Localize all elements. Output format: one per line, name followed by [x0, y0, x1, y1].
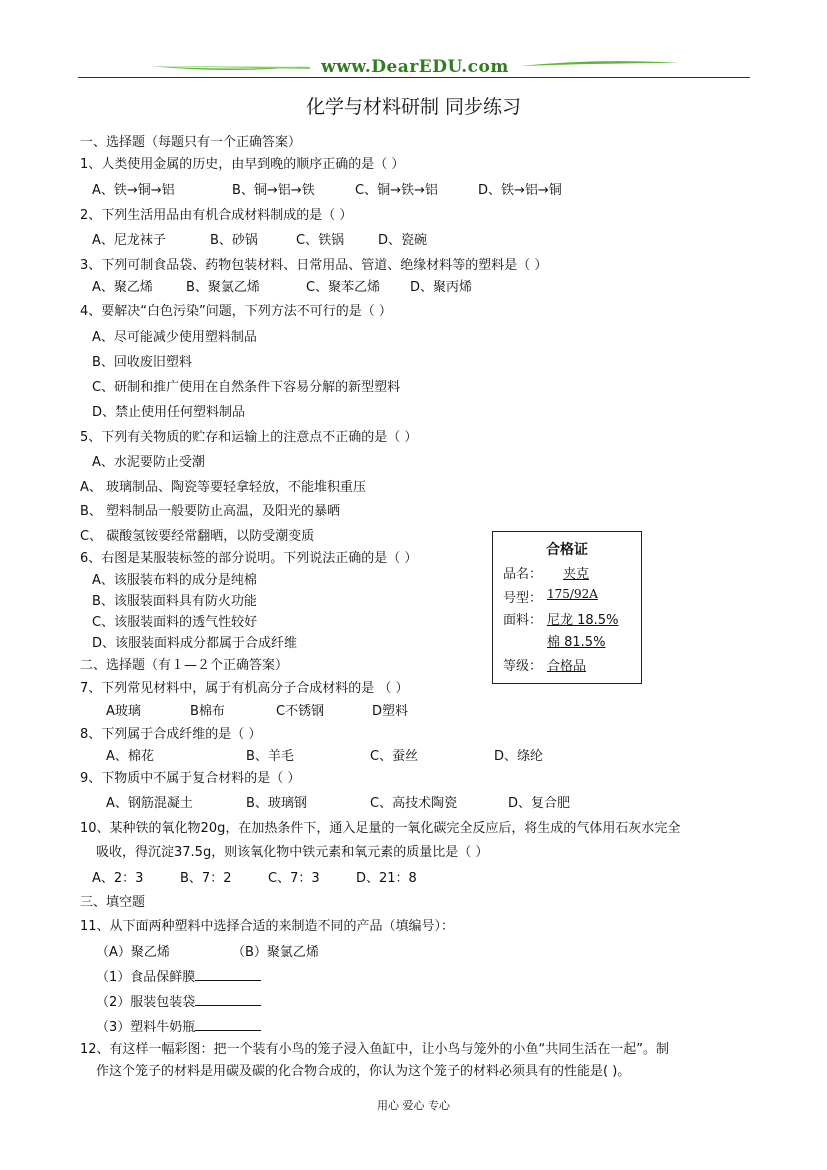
question-stem: 12、有这样一幅彩图：把一个装有小鸟的笼子浸入鱼缸中，让小鸟与笼外的小鱼“共同生活在一起”。制 — [80, 1042, 670, 1057]
question-stem: 6、右图是某服装标签的部分说明。下列说法正确的是（ ） — [80, 551, 418, 566]
section-heading: 一、选择题（每题只有一个正确答案） — [80, 135, 302, 150]
option: B、聚氯乙烯 — [186, 280, 260, 295]
page-footer: 用心 爱心 专心 — [377, 1099, 450, 1112]
section-heading: 三、填空题 — [80, 895, 146, 910]
fill-item — [96, 966, 261, 985]
option: C、高技术陶瓷 — [370, 796, 458, 811]
answer-blank[interactable] — [195, 993, 261, 1006]
option: C、聚苯乙烯 — [306, 280, 381, 295]
option: C、该服装面料的透气性较好 — [92, 615, 258, 630]
certificate-label — [492, 531, 642, 684]
option: D、绦纶 — [494, 749, 544, 764]
cert-name-value: 夹克 — [562, 567, 589, 582]
cert-fabric-1: 尼龙 18.5% — [547, 613, 619, 628]
option: A玻璃 — [106, 704, 141, 719]
question-stem: 3、下列可制食品袋、药物包装材料、日常用品、管道、绝缘材料等的塑料是（ ） — [80, 258, 548, 273]
option: A、2：3 — [92, 871, 144, 886]
fill-item-label: （3）塑料牛奶瓶 — [96, 1020, 196, 1035]
option: D、该服装面料成分都属于合成纤维 — [92, 636, 298, 651]
fill-item-label: （1）食品保鲜膜 — [96, 970, 196, 985]
question-stem-cont: 作这个笼子的材料是用碳及碳的化合物合成的，你认为这个笼子的材料必须具有的性能是( )。 — [96, 1064, 631, 1079]
question-stem: 2、下列生活用品由有机合成材料制成的是（ ） — [80, 208, 353, 223]
section-heading: 二、选择题（有１—２个正确答案） — [80, 658, 289, 673]
cert-size-value: 175/92A — [547, 587, 598, 601]
question-stem: 9、下物质中不属于复合材料的是（ ） — [80, 771, 301, 786]
option: D、禁止使用任何塑料制品 — [92, 405, 246, 420]
answer-blank[interactable] — [195, 968, 261, 981]
answer-blank[interactable] — [195, 1018, 261, 1031]
option: B、该服装面料具有防火功能 — [92, 594, 257, 609]
question-stem: 5、下列有关物质的贮存和运输上的注意点不正确的是（ ） — [80, 430, 418, 445]
logo-text: www.DearEDU.com — [321, 57, 509, 77]
question-stem: 7、下列常见材料中，属于有机高分子合成材料的是 （ ） — [80, 681, 409, 696]
question-stem: 10、某种铁的氧化物20g，在加热条件下，通入足量的一氧化碳完全反应后，将生成的气体用石灰水完全 — [80, 821, 681, 836]
page-title: 化学与材料研制 同步练习 — [305, 96, 522, 118]
option: D、聚丙烯 — [410, 280, 473, 295]
option: B棉布 — [190, 704, 225, 719]
option: A、钢筋混凝土 — [106, 796, 193, 811]
question-stem: 1、人类使用金属的历史，由早到晚的顺序正确的是（ ） — [80, 157, 405, 172]
option: C、蚕丝 — [370, 749, 419, 764]
option: D、21：8 — [356, 871, 417, 886]
option: C、铁锅 — [296, 233, 345, 248]
option: B、玻璃钢 — [246, 796, 307, 811]
option: C、 碳酸氢铵要经常翻晒，以防受潮变质 — [80, 529, 315, 544]
cert-grade-label: 等级： — [503, 659, 543, 674]
option: C不锈钢 — [276, 704, 325, 719]
option: A、尽可能减少使用塑料制品 — [92, 330, 257, 345]
fill-item — [96, 991, 261, 1010]
option: A、 玻璃制品、陶瓷等要轻拿轻放，不能堆积重压 — [80, 480, 367, 495]
option: B、羊毛 — [246, 749, 294, 764]
option: C、研制和推广使用在自然条件下容易分解的新型塑料 — [92, 380, 401, 395]
cert-name-label: 品名： — [503, 567, 543, 582]
question-stem: 8、下列属于合成纤维的是（ ） — [80, 727, 262, 742]
option: C、7：3 — [268, 871, 320, 886]
choice: （B）聚氯乙烯 — [232, 945, 319, 960]
option: D、铁→铝→铜 — [478, 183, 562, 198]
option: A、尼龙袜子 — [92, 233, 166, 248]
option: A、铁→铜→铝 — [92, 183, 175, 198]
option: D塑料 — [372, 704, 409, 719]
certificate-title: 合格证 — [546, 542, 588, 558]
option: A、棉花 — [106, 749, 154, 764]
cert-size-label: 号型： — [503, 591, 543, 606]
option: B、砂锅 — [210, 233, 258, 248]
cert-fabric-2: 棉 81.5% — [547, 635, 606, 650]
option: B、回收废旧塑料 — [92, 355, 192, 370]
question-stem-cont: 吸收，得沉淀37.5g，则该氧化物中铁元素和氧元素的质量比是（ ） — [96, 845, 489, 860]
option: C、铜→铁→铝 — [355, 183, 438, 198]
cert-grade-value: 合格品 — [547, 659, 587, 674]
fill-item — [96, 1016, 261, 1035]
option: D、瓷碗 — [378, 233, 428, 248]
header-rule — [78, 77, 750, 78]
cert-fabric-label: 面料： — [503, 613, 543, 628]
option: B、铜→铝→铁 — [232, 183, 315, 198]
option: B、7：2 — [180, 871, 232, 886]
question-stem: 4、要解决“白色污染”问题，下列方法不可行的是（ ） — [80, 304, 392, 319]
option: D、复合肥 — [508, 796, 571, 811]
option: A、水泥要防止受潮 — [92, 455, 205, 470]
option: B、 塑料制品一般要防止高温，及阳光的暴晒 — [80, 504, 341, 519]
option: A、该服装布料的成分是纯棉 — [92, 573, 257, 588]
question-stem: 11、从下面两种塑料中选择合适的来制造不同的产品（填编号）： — [80, 919, 455, 934]
fill-item-label: （2）服装包装袋 — [96, 995, 196, 1010]
choice: （A）聚乙烯 — [96, 945, 170, 960]
option: A、聚乙烯 — [92, 280, 153, 295]
